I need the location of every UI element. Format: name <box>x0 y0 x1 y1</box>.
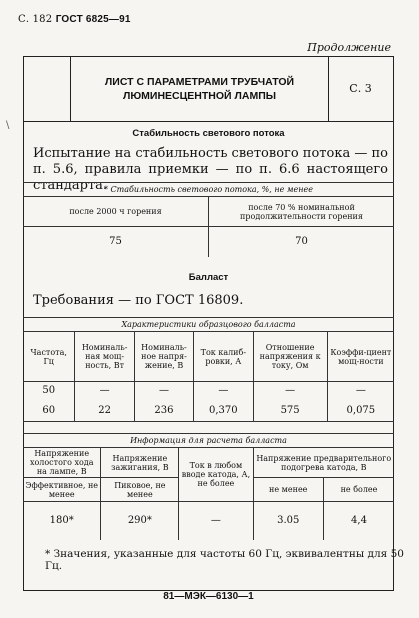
title-line-2: ЛЮМИНЕСЦЕНТНОЙ ЛАМПЫ <box>122 89 277 102</box>
stability-table-caption: * Стабильность светового потока, %, не менее <box>23 183 394 197</box>
ballast-text: Требования — по ГОСТ 16809. <box>33 293 244 308</box>
table-cell: 50 <box>23 382 75 400</box>
standard-code: ГОСТ 6825—91 <box>55 14 131 25</box>
col-cathode-current: Ток в любом вводе катода, А, не более <box>179 448 253 502</box>
table-row <box>23 400 394 422</box>
title-line-1: ЛИСТ С ПАРАМЕТРАМИ ТРУБЧАТОЙ <box>104 75 295 88</box>
col-effective-min: Эффективное, не менее <box>23 478 101 502</box>
table-cell: 3.05 <box>253 502 323 540</box>
col-nominal-voltage: Номиналь-ное напря-жение, В <box>134 332 193 382</box>
stability-value-2000h: 75 <box>23 227 209 257</box>
page-header <box>18 14 131 25</box>
table-cell: — <box>253 382 327 400</box>
col-nominal-power: Номиналь-ная мощ-ность, Вт <box>75 332 134 382</box>
col-peak-min: Пиковое, не менее <box>101 478 179 502</box>
table-cell: 180* <box>23 502 101 540</box>
col-open-circuit-voltage: Напряжение холостого хода на лампе, В <box>23 448 101 478</box>
col-preheat-max: не более <box>323 478 394 502</box>
table-cell: — <box>75 382 134 400</box>
table-cell: 236 <box>134 400 193 422</box>
table-cell: — <box>194 382 253 400</box>
table-row <box>23 382 394 400</box>
table-cell: 60 <box>23 400 75 422</box>
stability-table <box>23 182 394 257</box>
table-row <box>23 502 394 540</box>
stability-heading: Стабильность светового потока <box>132 128 285 139</box>
margin-mark: \ <box>6 120 10 131</box>
ballast-table <box>23 317 394 422</box>
stability-text: Испытание на стабильность светового потока — по п. 5.6, правила приемки — по п. 6.6 настоящего стандарта. <box>33 146 388 193</box>
ballast-heading: Балласт <box>188 272 229 283</box>
continuation-label: Продолжение <box>307 41 391 54</box>
table-cell: 290* <box>101 502 179 540</box>
col-power-factor: Коэффи-циент мощ-ности <box>327 332 394 382</box>
title-cell <box>71 56 329 121</box>
table-cell: — <box>327 382 394 400</box>
col-ignition-voltage: Напряжение зажигания, В <box>101 448 179 478</box>
document-footer-code: 81—МЭК—6130—1 <box>163 591 254 602</box>
ballast-calc-table <box>23 433 394 540</box>
col-preheat-min: не менее <box>253 478 323 502</box>
table-cell: 22 <box>75 400 134 422</box>
table-cell: 0,370 <box>194 400 253 422</box>
calc-table-caption: Информация для расчета балласта <box>23 434 394 448</box>
page-number: С. 182 <box>18 14 56 25</box>
title-left-cell <box>23 56 71 121</box>
table-cell: — <box>179 502 253 540</box>
col-frequency: Частота, Гц <box>23 332 75 382</box>
stability-col-2000h: после 2000 ч горения <box>23 197 209 227</box>
col-preheat-voltage: Напряжение предварительного подогрева катода, В <box>253 448 394 478</box>
table-cell: — <box>134 382 193 400</box>
col-voltage-current-ratio: Отношение напряжения к току, Ом <box>253 332 327 382</box>
stability-col-70pct: после 70 % номинальной продолжительности горения <box>209 197 395 227</box>
sheet-number: С. 3 <box>349 82 372 95</box>
table-cell: 4,4 <box>323 502 394 540</box>
table-cell: 575 <box>253 400 327 422</box>
title-block <box>23 56 394 122</box>
ballast-table-caption: Характеристики образцового балласта <box>23 318 394 332</box>
stability-value-70pct: 70 <box>209 227 395 257</box>
col-calibration-current: Ток калиб-ровки, А <box>194 332 253 382</box>
footnote: * Значения, указанные для частоты 60 Гц, эквивалентны для 50 Гц. <box>45 548 404 572</box>
table-cell: 0,075 <box>327 400 394 422</box>
